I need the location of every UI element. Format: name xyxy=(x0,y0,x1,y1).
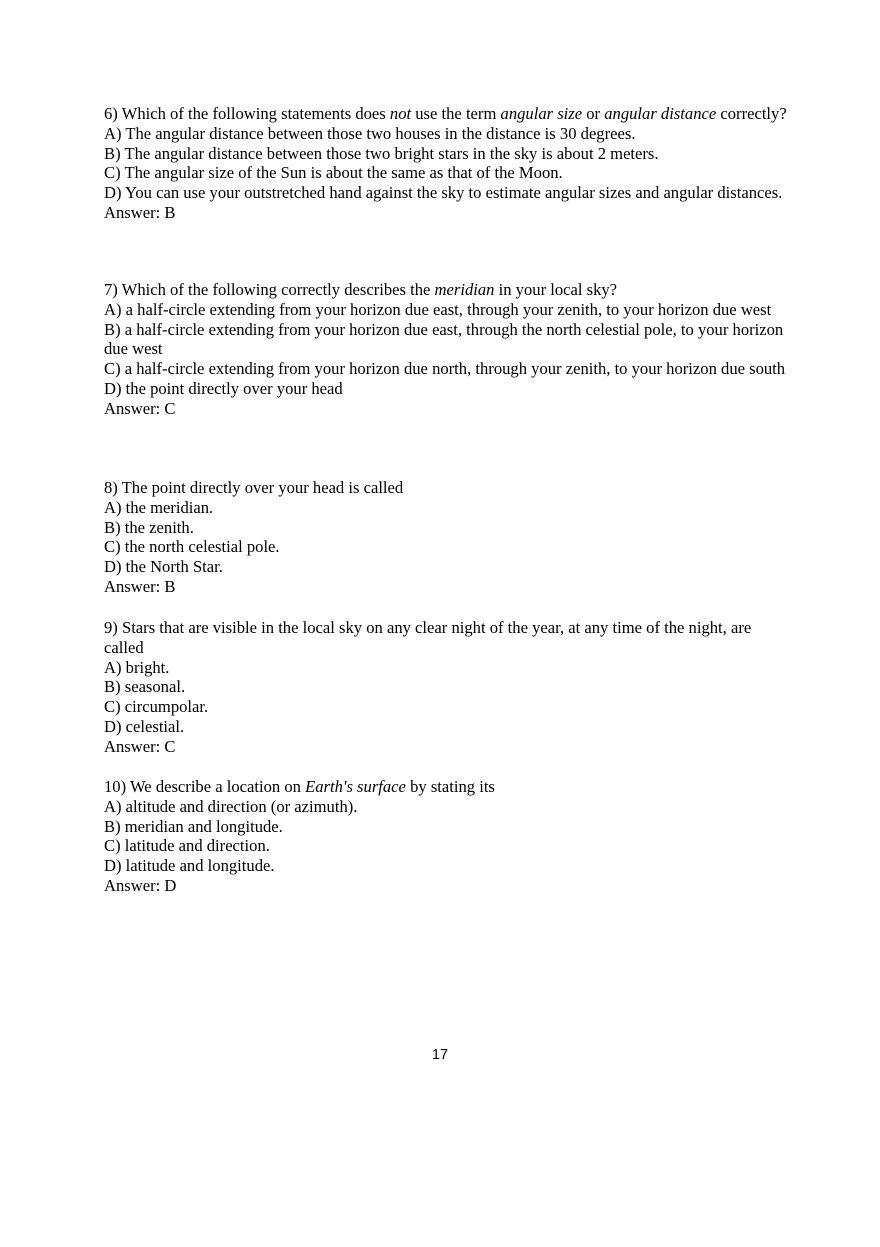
option-d: D) the point directly over your head xyxy=(104,378,343,398)
page-number: 17 xyxy=(431,1047,449,1063)
question-6 xyxy=(104,104,794,223)
question-7 xyxy=(104,280,794,419)
option-d: D) latitude and longitude. xyxy=(104,856,275,876)
option-c: C) circumpolar. xyxy=(104,697,209,717)
option-a: A) the meridian. xyxy=(104,497,214,517)
option-b: B) a half-circle extending from your horizon due east, through the north celestial pole, to your horizon due west xyxy=(104,319,784,359)
answer: Answer: B xyxy=(104,576,176,596)
question-stem: 9) Stars that are visible in the local sky on any clear night of the year, at any time of the night, are called xyxy=(104,618,752,657)
option-b: B) meridian and longitude. xyxy=(104,816,283,836)
option-b: B) The angular distance between those two bright stars in the sky is about 2 meters. xyxy=(104,143,659,163)
question-9 xyxy=(104,618,794,757)
question-8 xyxy=(104,478,794,597)
option-a: A) The angular distance between those two houses in the distance is 30 degrees. xyxy=(104,123,636,143)
option-a: A) altitude and direction (or azimuth). xyxy=(104,796,358,816)
option-b: B) seasonal. xyxy=(104,677,186,697)
option-c: C) The angular size of the Sun is about the same as that of the Moon. xyxy=(104,163,563,183)
question-stem: 8) The point directly over your head is called xyxy=(104,478,404,497)
question-stem: 10) We describe a location on Earth's surface by stating its xyxy=(104,777,495,796)
question-stem: 6) Which of the following statements does not use the term angular size or angular distance correctly? xyxy=(104,104,787,123)
answer: Answer: C xyxy=(104,736,176,756)
emphasis-angular-size: angular size xyxy=(500,104,583,123)
emphasis-angular-distance: angular distance xyxy=(604,104,717,123)
option-a: A) a half-circle extending from your horizon due east, through your zenith, to your horizon due west xyxy=(104,299,772,319)
option-d: D) the North Star. xyxy=(104,557,223,577)
option-d: D) celestial. xyxy=(104,716,185,736)
emphasis-meridian: meridian xyxy=(434,280,495,299)
option-b: B) the zenith. xyxy=(104,517,194,537)
question-10 xyxy=(104,777,794,896)
option-c: C) latitude and direction. xyxy=(104,836,270,856)
option-c: C) a half-circle extending from your horizon due north, through your zenith, to your horizon due south xyxy=(104,359,786,379)
answer: Answer: D xyxy=(104,875,177,895)
option-a: A) bright. xyxy=(104,657,170,677)
emphasis-earths-surface: Earth's surface xyxy=(305,777,406,796)
emphasis-not: not xyxy=(389,104,412,123)
answer: Answer: C xyxy=(104,398,176,418)
question-stem: 7) Which of the following correctly describes the meridian in your local sky? xyxy=(104,280,618,299)
answer: Answer: B xyxy=(104,202,176,222)
option-d: D) You can use your outstretched hand against the sky to estimate angular sizes and angular distances. xyxy=(104,183,783,203)
option-c: C) the north celestial pole. xyxy=(104,537,280,557)
